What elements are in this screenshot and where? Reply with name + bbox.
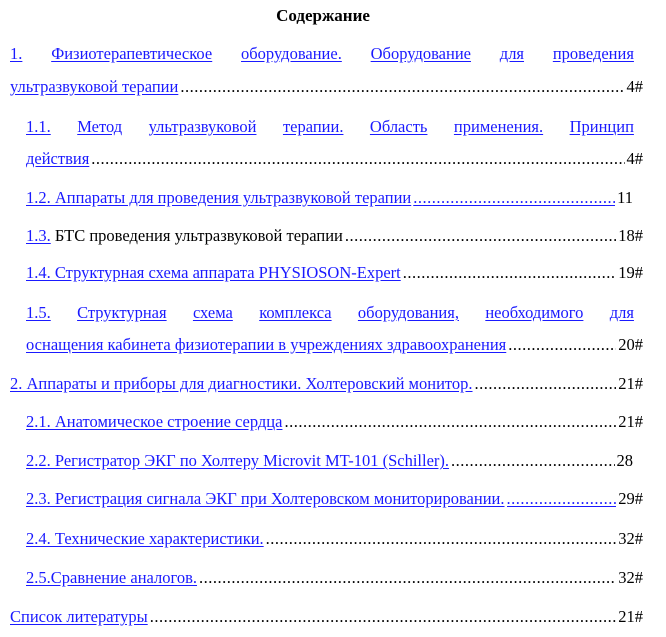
- toc-entry-1-5-line2[interactable]: [26, 335, 643, 355]
- toc-page-number: 21#: [618, 374, 643, 393]
- toc-word[interactable]: для: [499, 44, 525, 63]
- toc-word[interactable]: ультразвуковой: [148, 117, 257, 136]
- toc-link-text[interactable]: 2.5.Сравнение аналогов.: [26, 568, 198, 587]
- toc-page-number: 20#: [618, 335, 643, 354]
- toc-entry-2-3[interactable]: [26, 489, 643, 509]
- toc-entry-1-line1[interactable]: [10, 44, 634, 64]
- toc-entry-1-line2[interactable]: [10, 77, 643, 97]
- dot-leader: [345, 226, 616, 246]
- toc-page-number: 32#: [618, 529, 643, 548]
- toc-entry-1-2[interactable]: [26, 188, 633, 208]
- toc-word[interactable]: Метод: [77, 117, 123, 136]
- toc-page-number: 21#: [618, 412, 643, 431]
- dot-leader: [266, 529, 617, 549]
- toc-word[interactable]: Физиотерапевтическое: [51, 44, 213, 63]
- toc-word[interactable]: оборудование.: [241, 44, 342, 63]
- toc-section-title: БТС проведения ультразвуковой терапии: [50, 226, 343, 245]
- toc-entry-2[interactable]: [10, 374, 643, 394]
- toc-page-number: 32#: [618, 568, 643, 587]
- toc-entry-1-4[interactable]: [26, 263, 643, 283]
- dot-leader: [413, 188, 615, 208]
- toc-page-number: 11: [617, 188, 633, 207]
- toc-word[interactable]: оборудования,: [357, 303, 459, 322]
- dot-leader: [284, 412, 616, 432]
- toc-link-text[interactable]: 1.2. Аппараты для проведения ультразвуковой терапии: [26, 188, 412, 207]
- toc-section-number[interactable]: 1.3.: [26, 226, 51, 245]
- toc-link-text[interactable]: оснащения кабинета физиотерапии в учреждениях здравоохранения: [26, 335, 507, 354]
- toc-word[interactable]: 1.: [10, 44, 23, 63]
- toc-page-number: 29#: [618, 489, 643, 508]
- toc-page-number: 19#: [618, 263, 643, 282]
- toc-word[interactable]: Структурная: [77, 303, 167, 322]
- toc-page-number: 21#: [618, 607, 643, 626]
- toc-word[interactable]: комплекса: [259, 303, 332, 322]
- toc-page-number: 28: [616, 451, 633, 470]
- toc-entry-1-3[interactable]: [26, 226, 643, 246]
- dot-leader: [508, 335, 616, 355]
- dot-leader: [451, 451, 614, 471]
- toc-page-number: 18#: [618, 226, 643, 245]
- toc-link-text[interactable]: 2. Аппараты и приборы для диагностики. Холтеровский монитор.: [10, 374, 473, 393]
- toc-link-text[interactable]: 2.4. Технические характеристики.: [26, 529, 264, 548]
- dot-leader: [91, 149, 624, 169]
- toc-entry-2-2[interactable]: [26, 451, 633, 471]
- toc-entry-1-1-line2[interactable]: [26, 149, 643, 169]
- toc-word[interactable]: терапии.: [282, 117, 344, 136]
- toc-link-text[interactable]: 2.1. Анатомическое строение сердца: [26, 412, 283, 431]
- toc-link-text[interactable]: Список литературы: [10, 607, 148, 626]
- toc-word[interactable]: проведения: [552, 44, 634, 63]
- dot-leader: [199, 568, 616, 588]
- toc-page-number: 4#: [626, 77, 643, 96]
- dot-leader: [403, 263, 617, 283]
- toc-entry-1-1-line1[interactable]: [26, 117, 634, 137]
- dot-leader: [180, 77, 624, 97]
- dot-leader: [150, 607, 617, 627]
- toc-word[interactable]: Принцип: [569, 117, 634, 136]
- toc-page-number: 4#: [626, 149, 643, 168]
- dot-leader: [475, 374, 617, 394]
- toc-word[interactable]: необходимого: [485, 303, 584, 322]
- toc-word[interactable]: для: [609, 303, 634, 322]
- toc-link-text[interactable]: 2.2. Регистратор ЭКГ по Холтеру Microvit MT-101 (Schiller).: [26, 451, 450, 470]
- toc-entry-2-4[interactable]: [26, 529, 643, 549]
- dot-leader: [507, 489, 617, 509]
- toc-entry-2-5[interactable]: [26, 568, 643, 588]
- toc-word[interactable]: применения.: [453, 117, 544, 136]
- toc-link-text[interactable]: ультразвуковой терапии: [10, 77, 179, 96]
- toc-word[interactable]: схема: [192, 303, 233, 322]
- toc-word[interactable]: Область: [369, 117, 428, 136]
- toc-entry-1-5-line1[interactable]: [26, 303, 634, 323]
- toc-link-text[interactable]: 1.4. Структурная схема аппарата PHYSIOSON-Expert: [26, 263, 401, 282]
- toc-word[interactable]: 1.5.: [26, 303, 51, 322]
- toc-title: Содержание: [276, 6, 370, 25]
- toc-link-text[interactable]: действия: [26, 149, 90, 168]
- toc-entry-references[interactable]: [10, 607, 643, 627]
- toc-word[interactable]: 1.1.: [26, 117, 51, 136]
- toc-word[interactable]: Оборудование: [370, 44, 471, 63]
- toc-link-text[interactable]: [26, 226, 343, 246]
- toc-link-text[interactable]: 2.3. Регистрация сигнала ЭКГ при Холтеровском мониторировании.: [26, 489, 505, 508]
- toc-entry-2-1[interactable]: [26, 412, 643, 432]
